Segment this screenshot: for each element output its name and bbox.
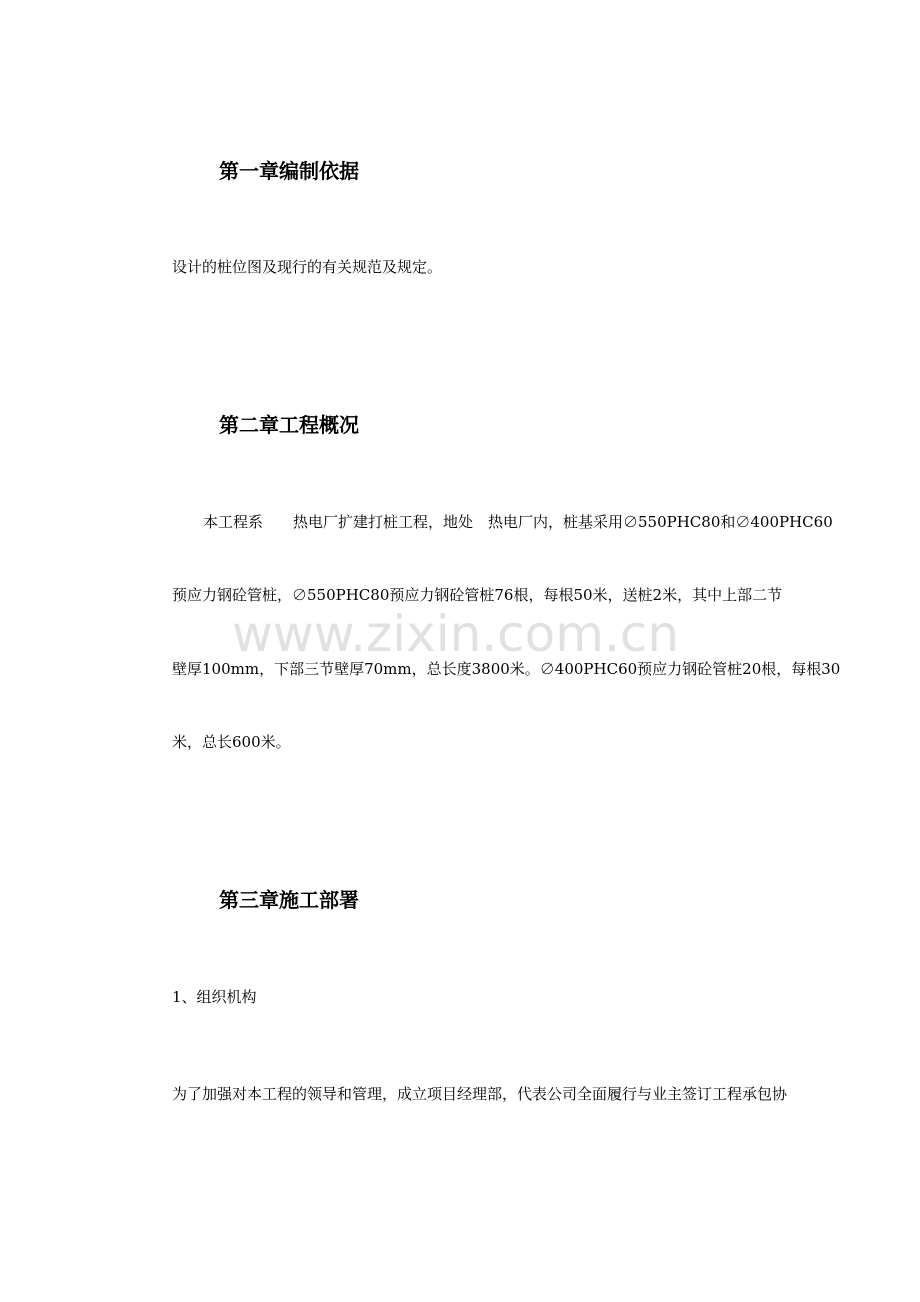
- chapter-1-title: 第一章编制依据: [219, 159, 359, 183]
- chapter-3-body: 为了加强对本工程的领导和管理，成立项目经理部，代表公司全面履行与业主签订工程承包协: [172, 1085, 788, 1103]
- chapter-2-line-4: 米，总长600米。: [172, 733, 291, 751]
- watermark-text: www.zixin.com.cn: [232, 605, 680, 663]
- chapter-2-line-3: 壁厚100mm，下部三节壁厚70mm，总长度3800米。∅400PHC60预应力钢砼管桩20根，每根30: [172, 660, 841, 678]
- chapter-3-title: 第三章施工部署: [219, 888, 359, 912]
- chapter-2-line-2: 预应力钢砼管桩，∅550PHC80预应力钢砼管桩76根，每根50米，送桩2米，其中上部二节: [172, 586, 783, 604]
- chapter-1-body: 设计的桩位图及现行的有关规范及规定。: [172, 258, 443, 276]
- chapter-2-line-1: 本工程系 热电厂扩建打桩工程，地处 热电厂内，桩基采用∅550PHC80和∅400PHC60: [203, 513, 833, 531]
- chapter-3-subheading: 1、组织机构: [172, 988, 257, 1006]
- chapter-2-title: 第二章工程概况: [219, 413, 359, 437]
